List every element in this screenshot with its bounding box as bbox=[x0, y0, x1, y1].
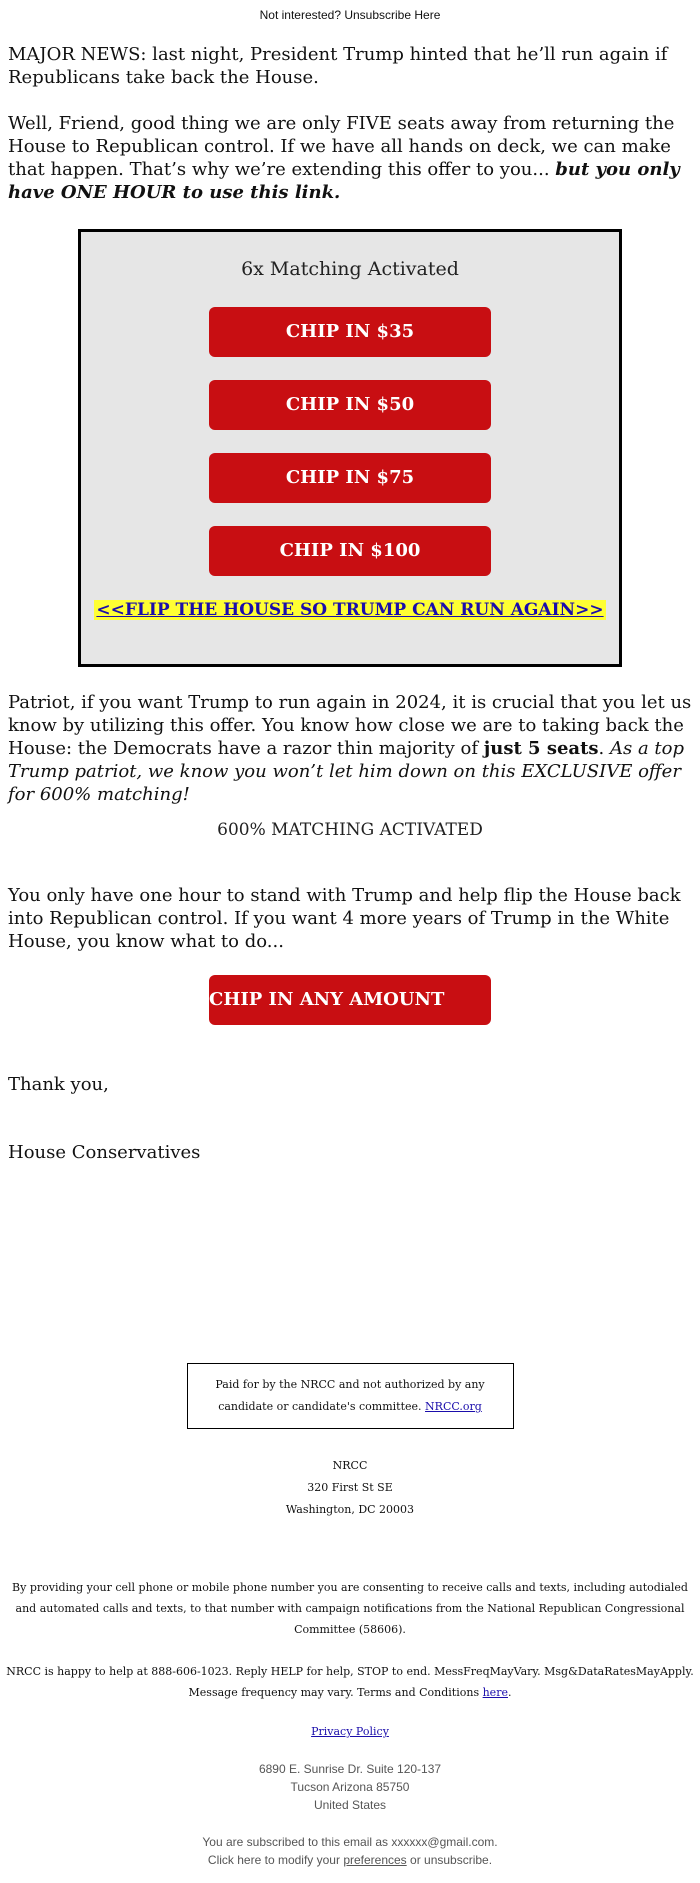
nrcc-org-link[interactable]: NRCC.org bbox=[425, 1400, 482, 1413]
intro-paragraph-1: MAJOR NEWS: last night, President Trump hinted that he’ll run again if Republicans take back the House. bbox=[8, 44, 668, 88]
help-stop-notice bbox=[0, 1661, 700, 1703]
matching-offer-box bbox=[78, 229, 622, 667]
org-name: NRCC bbox=[332, 1459, 368, 1472]
modify-preferences-row bbox=[0, 1851, 700, 1869]
mail-country: United States bbox=[313, 1798, 387, 1812]
mail-city: Tucson Arizona 85750 bbox=[290, 1780, 410, 1794]
unsubscribe-bar[interactable] bbox=[0, 0, 700, 28]
mailing-address bbox=[0, 1760, 700, 1814]
unsubscribe-link[interactable]: Not interested? Unsubscribe Here bbox=[259, 8, 441, 22]
terms-here-link[interactable]: here bbox=[482, 1686, 508, 1699]
org-street: 320 First St SE bbox=[307, 1481, 393, 1494]
signature: House Conservatives bbox=[8, 1142, 201, 1163]
privacy-policy-row bbox=[0, 1725, 700, 1738]
mail-street: 6890 E. Sunrise Dr. Suite 120-137 bbox=[258, 1762, 442, 1776]
modify-pre: Click here to modify your bbox=[207, 1853, 344, 1867]
p3-text: Patriot, if you want Trump to run again in 2024, it is crucial that you let us know by utilizing this offer. You know how close we are to taking back the House: the Democrats have a razor thin majority of bbox=[8, 692, 692, 759]
sms-consent-notice: By providing your cell phone or mobile phone number you are consenting to receive calls and texts, including autodialed and automated calls and texts, to that number with campaign notifications from the National Republican Congressional Committee (58606). bbox=[12, 1581, 688, 1636]
privacy-policy-link[interactable]: Privacy Policy bbox=[311, 1725, 389, 1738]
subscribed-email-text: You are subscribed to this email as xxxxxx@gmail.com. bbox=[202, 1835, 498, 1849]
chip-in-100-button[interactable]: CHIP IN $100 bbox=[209, 526, 491, 576]
chip-in-75-button[interactable]: CHIP IN $75 bbox=[209, 453, 491, 503]
flip-the-house-link[interactable]: <<FLIP THE HOUSE SO TRUMP CAN RUN AGAIN>> bbox=[96, 600, 604, 620]
p3-bold: just 5 seats bbox=[483, 738, 599, 759]
paid-for-disclaimer bbox=[187, 1363, 514, 1429]
nrcc-address bbox=[0, 1455, 700, 1521]
preferences-link[interactable]: preferences bbox=[343, 1853, 407, 1867]
body-paragraph-4: You only have one hour to stand with Trump and help flip the House back into Republican control. If you want 4 more years of Trump in the White House, you know what to do... bbox=[8, 885, 681, 952]
closing-thanks: Thank you, bbox=[8, 1074, 109, 1095]
org-city: Washington, DC 20003 bbox=[285, 1503, 415, 1516]
intro-paragraph-2-text: Well, Friend, good thing we are only FIVE seats away from returning the House to Republican control. If we have all hands on deck, we can make that happen. That’s why we’re extending this offer to you... bbox=[8, 113, 675, 180]
body-paragraph-3 bbox=[0, 691, 700, 806]
help-stop-end: . bbox=[507, 1686, 512, 1699]
chip-in-any-amount-button[interactable]: CHIP IN ANY AMOUNT bbox=[209, 975, 491, 1025]
urgent-note: but you only have ONE HOUR to use this link. bbox=[8, 159, 680, 203]
modify-post: or unsubscribe. bbox=[406, 1853, 493, 1867]
p3-mid: . bbox=[598, 738, 610, 759]
chip-in-35-button[interactable]: CHIP IN $35 bbox=[209, 307, 491, 357]
matching-box-title: 6x Matching Activated bbox=[241, 258, 459, 280]
matching-activated-line: 600% MATCHING ACTIVATED bbox=[217, 820, 483, 840]
chip-in-50-button[interactable]: CHIP IN $50 bbox=[209, 380, 491, 430]
intro-paragraph-2 bbox=[0, 112, 700, 204]
p3-italic: As a top Trump patriot, we know you won’t let him down on this EXCLUSIVE offer for 600% matching! bbox=[8, 738, 685, 805]
subscription-info bbox=[0, 1833, 700, 1869]
disclaimer-text: Paid for by the NRCC and not authorized by any candidate or candidate's committee. bbox=[215, 1378, 485, 1413]
help-stop-text: NRCC is happy to help at 888-606-1023. Reply HELP for help, STOP to end. MessFreqMayVary. Msg&DataRatesMayApply. Message frequency may vary. Terms and Conditions bbox=[6, 1665, 694, 1699]
